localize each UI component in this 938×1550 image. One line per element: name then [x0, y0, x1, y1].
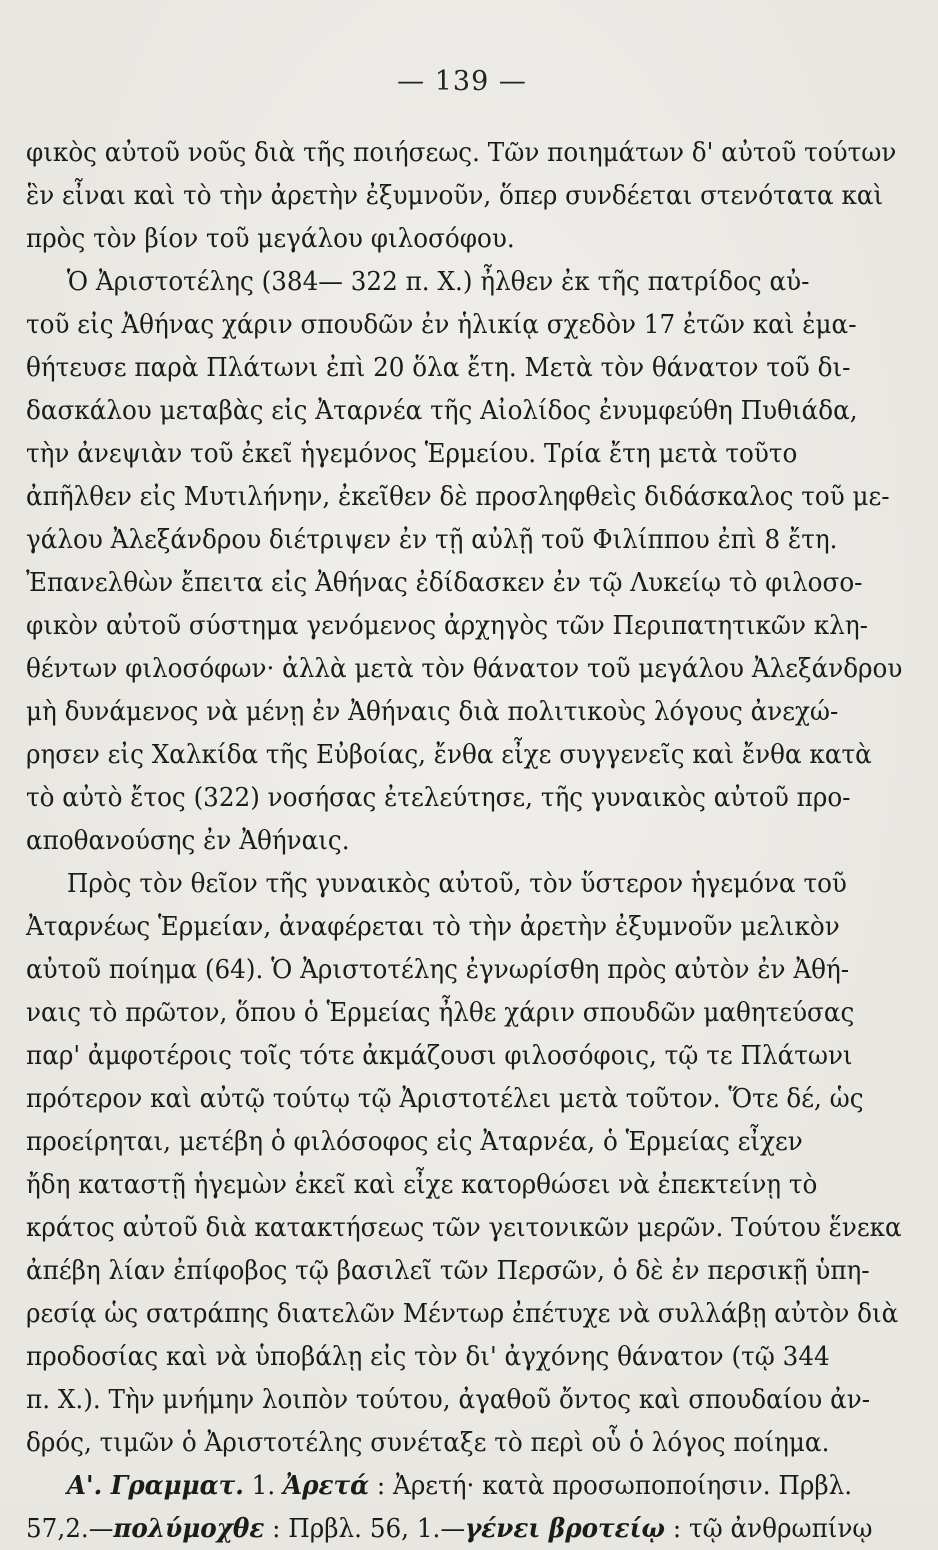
text-line: κράτος αὐτοῦ διὰ κατακτήσεως τῶν γειτονικῶν μερῶν. Τούτου ἕνεκα: [26, 1212, 902, 1243]
text-line: ἀπέβη λίαν ἐπίφοβος τῷ βασιλεῖ τῶν Περσῶν, ὁ δὲ ἐν περσικῇ ὑπη-: [26, 1255, 870, 1286]
text-line: ναις τὸ πρῶτον, ὅπου ὁ Ἑρμείας ἦλθε χάριν σπουδῶν μαθητεύσας: [26, 997, 855, 1028]
note-fragment: 1.: [243, 1470, 283, 1501]
note-fragment: : τῷ ἀνθρωπίνῳ: [664, 1513, 873, 1544]
text-line: θήτευσε παρὰ Πλάτωνι ἐπὶ 20 ὅλα ἔτη. Μετὰ τὸν θάνατον τοῦ δι-: [26, 352, 851, 383]
text-line: φικὸν αὐτοῦ σύστημα γενόμενος ἀρχηγὸς τῶν Περιπατητικῶν κλη-: [26, 610, 868, 641]
text-line: μὴ δυνάμενος νὰ μένῃ ἐν Ἀθήναις διὰ πολιτικοὺς λόγους ἀνεχώ-: [26, 696, 839, 727]
note-line: [26, 1507, 900, 1550]
text-line: Πρὸς τὸν θεῖον τῆς γυναικὸς αὐτοῦ, τὸν ὕστερον ἡγεμόνα τοῦ: [66, 868, 847, 899]
note-fragment: Ἀρετά: [282, 1470, 370, 1501]
text-line: ἓν εἶναι καὶ τὸ τὴν ἀρετὴν ἐξυμνοῦν, ὅπερ συνδέεται στενότατα καὶ: [26, 180, 884, 211]
note-fragment: πολύμοχθε: [113, 1513, 265, 1544]
text-line: αὐτοῦ ποίημα (64). Ὁ Ἀριστοτέλης ἐγνωρίσθη πρὸς αὐτὸν ἐν Ἀθή-: [26, 954, 850, 985]
text-line: πρὸς τὸν βίον τοῦ μεγάλου φιλοσόφου.: [26, 223, 515, 254]
text-line: προδοσίας καὶ νὰ ὑποβάλῃ εἰς τὸν δι' ἀγχόνης θάνατον (τῷ 344: [26, 1341, 830, 1372]
text-line: δρός, τιμῶν ὁ Ἀριστοτέλης συνέταξε τὸ περὶ οὗ ὁ λόγος ποίημα.: [26, 1427, 830, 1458]
text-line: π. Χ.). Τὴν μνήμην λοιπὸν τούτου, ἀγαθοῦ ὄντος καὶ σπουδαίου ἀν-: [26, 1384, 871, 1415]
note-fragment: Α'. Γραμματ.: [66, 1470, 244, 1501]
note-fragment: : Ἀρετή· κατὰ προσωποποίησιν. Πρβλ.: [369, 1470, 853, 1501]
page-number: — 139 —: [397, 66, 527, 97]
text-line: αποθανούσης ἐν Ἀθήναις.: [26, 825, 350, 856]
text-line: παρ' ἀμφοτέροις τοῖς τότε ἀκμάζουσι φιλοσόφοις, τῷ τε Πλάτωνι: [26, 1040, 853, 1071]
footnotes: [26, 1464, 900, 1550]
text-line: πρότερον καὶ αὐτῷ τούτῳ τῷ Ἀριστοτέλει μετὰ τοῦτον. Ὅτε δέ, ὡς: [26, 1083, 864, 1114]
text-line: φικὸς αὐτοῦ νοῦς διὰ τῆς ποιήσεως. Τῶν ποιημάτων δ' αὐτοῦ τούτων: [26, 137, 897, 168]
note-fragment: γένει βροτείῳ: [465, 1513, 665, 1544]
text-line: ρησεν εἰς Χαλκίδα τῆς Εὐβοίας, ἔνθα εἶχε συγγενεῖς καὶ ἔνθα κατὰ: [26, 739, 872, 770]
text-line: προείρηται, μετέβη ὁ φιλόσοφος εἰς Ἀταρνέα, ὁ Ἑρμείας εἶχεν: [26, 1126, 803, 1157]
text-line: θέντων φιλοσόφων· ἀλλὰ μετὰ τὸν θάνατον τοῦ μεγάλου Ἀλεξάνδρου: [26, 653, 903, 684]
text-line: δασκάλου μεταβὰς εἰς Ἀταρνέα τῆς Αἰολίδος ἐνυμφεύθη Πυθιάδα,: [26, 395, 858, 426]
body-text: [26, 131, 903, 1464]
text-line: ρεσίᾳ ὡς σατράπης διατελῶν Μέντωρ ἐπέτυχε νὰ συλλάβῃ αὐτὸν διὰ: [26, 1298, 899, 1329]
text-line: Ἐπανελθὼν ἔπειτα εἰς Ἀθήνας ἐδίδασκεν ἐν τῷ Λυκείῳ τὸ φιλοσο-: [26, 567, 863, 598]
note-line: [26, 1464, 900, 1507]
text-line: τοῦ εἰς Ἀθήνας χάριν σπουδῶν ἐν ἡλικίᾳ σχεδὸν 17 ἐτῶν καὶ ἐμα-: [26, 309, 857, 340]
text-line: γάλου Ἀλεξάνδρου διέτριψεν ἐν τῇ αὐλῇ τοῦ Φιλίππου ἐπὶ 8 ἔτη.: [26, 524, 838, 555]
note-fragment: : Πρβλ. 56, 1.—: [264, 1513, 466, 1544]
note-fragment: 57,2.—: [26, 1513, 114, 1544]
text-line: Ὁ Ἀριστοτέλης (384— 322 π. Χ.) ἦλθεν ἐκ τῆς πατρίδος αὐ-: [66, 266, 810, 297]
text-line: τὸ αὐτὸ ἔτος (322) νοσήσας ἐτελεύτησε, τῆς γυναικὸς αὐτοῦ προ-: [26, 782, 851, 813]
text-line: ἤδη καταστῇ ἡγεμὼν ἐκεῖ καὶ εἶχε κατορθώσει νὰ ἐπεκτείνῃ τὸ: [26, 1169, 818, 1200]
text-line: τὴν ἀνεψιὰν τοῦ ἐκεῖ ἡγεμόνος Ἑρμείου. Τρία ἔτη μετὰ τοῦτο: [26, 438, 798, 469]
text-line: Ἀταρνέως Ἑρμείαν, ἀναφέρεται τὸ τὴν ἀρετὴν ἐξυμνοῦν μελικὸν: [26, 911, 840, 942]
text-line: ἀπῆλθεν εἰς Μυτιλήνην, ἐκεῖθεν δὲ προσληφθεὶς διδάσκαλος τοῦ με-: [26, 481, 890, 512]
